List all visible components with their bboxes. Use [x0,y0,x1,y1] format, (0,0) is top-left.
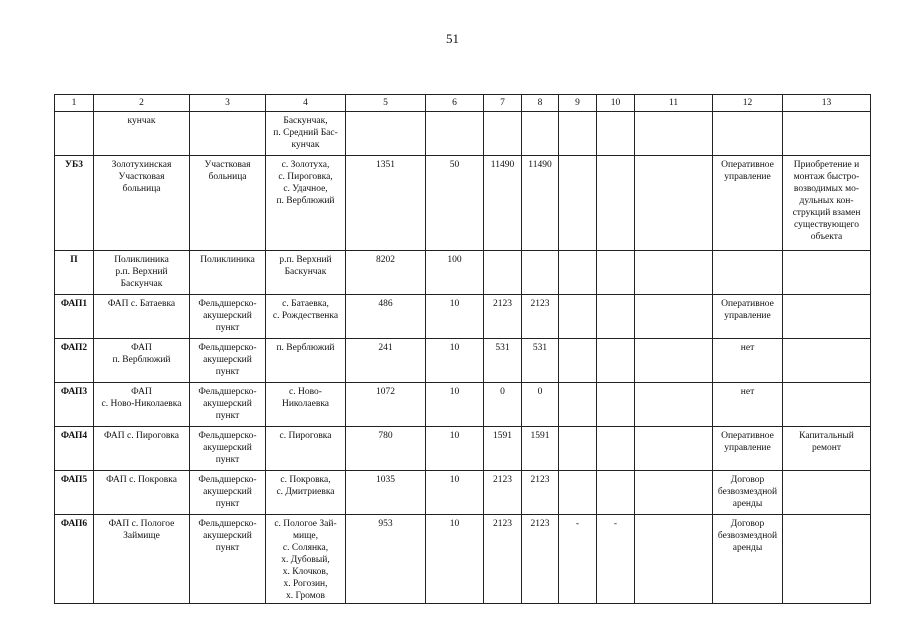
facility-type-cell: Участковая больница [190,156,266,251]
served-settlements-cell: р.п. Верхний Баскунчак [266,251,346,295]
planned-measure-cell [783,515,871,604]
column-header: 5 [346,95,426,112]
table-row [55,383,871,427]
planned-measure-cell [783,112,871,156]
column-header: 1 [55,95,94,112]
row-code-cell: ФАП3 [55,383,94,427]
value-a-cell: 1591 [484,427,522,471]
value-c-cell [559,339,597,383]
served-settlements-cell: с. Золотуха, с. Пироговка, с. Удачное, п. Верблюжий [266,156,346,251]
planned-measure-cell [783,251,871,295]
ownership-basis-cell [713,112,783,156]
value-b-cell: 11490 [522,156,559,251]
value-a-cell: 2123 [484,295,522,339]
ownership-basis-cell: нет [713,339,783,383]
population-cell: 241 [346,339,426,383]
facility-type-cell: Фельдшерско- акушерский пункт [190,383,266,427]
planned-measure-cell [783,471,871,515]
table-row [55,515,871,604]
value-e-cell [635,427,713,471]
facility-type-cell: Поликлиника [190,251,266,295]
served-settlements-cell: п. Верблюжий [266,339,346,383]
ownership-basis-cell: Оперативное управление [713,156,783,251]
value-e-cell [635,471,713,515]
ownership-basis-cell: нет [713,383,783,427]
value-d-cell [597,251,635,295]
facility-name-cell: ФАП с. Ново-Николаевка [94,383,190,427]
population-cell: 8202 [346,251,426,295]
table-row [55,112,871,156]
facility-name-cell: ФАП с. Пироговка [94,427,190,471]
facility-type-cell: Фельдшерско- акушерский пункт [190,471,266,515]
value-e-cell [635,156,713,251]
column-header: 3 [190,95,266,112]
row-code-cell: ФАП1 [55,295,94,339]
value-d-cell: - [597,515,635,604]
table-row [55,339,871,383]
ownership-basis-cell: Оперативное управление [713,427,783,471]
column-header: 13 [783,95,871,112]
value-b-cell: 2123 [522,295,559,339]
planned-measure-cell: Капитальный ремонт [783,427,871,471]
value-e-cell [635,515,713,604]
value-a-cell: 0 [484,383,522,427]
value-a-cell: 11490 [484,156,522,251]
served-settlements-cell: с. Пироговка [266,427,346,471]
facility-type-cell [190,112,266,156]
column-header: 8 [522,95,559,112]
served-settlements-cell: с. Пологое Зай- мище, с. Солянка, х. Дубовый, х. Клочков, х. Рогозин, х. Громов [266,515,346,604]
value-d-cell [597,383,635,427]
column-header: 4 [266,95,346,112]
value-b-cell [522,251,559,295]
facility-name-cell: Поликлиника р.п. Верхний Баскунчак [94,251,190,295]
value-a-cell: 2123 [484,471,522,515]
served-settlements-cell: с. Батаевка, с. Рождественка [266,295,346,339]
population-cell: 953 [346,515,426,604]
facility-type-cell: Фельдшерско- акушерский пункт [190,339,266,383]
planned-measure-cell: Приобретение и монтаж быстро- возводимых мо- дульных кон- струкций взамен существующего объекта [783,156,871,251]
value-d-cell [597,156,635,251]
table-row [55,251,871,295]
value-c-cell [559,427,597,471]
value-a-cell [484,112,522,156]
facility-name-cell: ФАП п. Верблюжий [94,339,190,383]
value-b-cell: 1591 [522,427,559,471]
row-code-cell: ФАП6 [55,515,94,604]
value-d-cell [597,295,635,339]
planned-measure-cell [783,339,871,383]
value-b-cell: 0 [522,383,559,427]
capacity-cell: 100 [426,251,484,295]
capacity-cell: 50 [426,156,484,251]
population-cell: 780 [346,427,426,471]
value-c-cell: - [559,515,597,604]
table-row [55,471,871,515]
value-e-cell [635,112,713,156]
value-e-cell [635,295,713,339]
row-code-cell: ФАП2 [55,339,94,383]
row-code-cell: УБ3 [55,156,94,251]
row-code-cell: ФАП5 [55,471,94,515]
value-d-cell [597,471,635,515]
ownership-basis-cell [713,251,783,295]
value-c-cell [559,383,597,427]
value-c-cell [559,471,597,515]
served-settlements-cell: с. Ново- Николаевка [266,383,346,427]
capacity-cell: 10 [426,383,484,427]
capacity-cell [426,112,484,156]
capacity-cell: 10 [426,295,484,339]
facility-type-cell: Фельдшерско- акушерский пункт [190,515,266,604]
facility-name-cell: ФАП с. Батаевка [94,295,190,339]
ownership-basis-cell: Оперативное управление [713,295,783,339]
value-d-cell [597,112,635,156]
facility-name-cell: ФАП с. Покровка [94,471,190,515]
facilities-table [54,94,871,604]
value-e-cell [635,383,713,427]
column-header: 2 [94,95,190,112]
table-row [55,427,871,471]
planned-measure-cell [783,295,871,339]
facility-name-cell: кунчак [94,112,190,156]
value-c-cell [559,251,597,295]
row-code-cell: П [55,251,94,295]
population-cell [346,112,426,156]
value-e-cell [635,339,713,383]
value-c-cell [559,112,597,156]
served-settlements-cell: Баскунчак, п. Средний Бас- кунчак [266,112,346,156]
population-cell: 486 [346,295,426,339]
column-header: 6 [426,95,484,112]
table-row [55,295,871,339]
column-header: 10 [597,95,635,112]
served-settlements-cell: с. Покровка, с. Дмитриевка [266,471,346,515]
value-b-cell: 2123 [522,471,559,515]
value-a-cell: 2123 [484,515,522,604]
capacity-cell: 10 [426,515,484,604]
column-header: 7 [484,95,522,112]
value-a-cell: 531 [484,339,522,383]
value-b-cell [522,112,559,156]
header-row [55,95,871,112]
value-b-cell: 531 [522,339,559,383]
page-number: 51 [446,31,459,46]
facility-name-cell: Золотухинская Участковая больница [94,156,190,251]
ownership-basis-cell: Договор безвозмездной аренды [713,471,783,515]
value-c-cell [559,295,597,339]
value-b-cell: 2123 [522,515,559,604]
value-c-cell [559,156,597,251]
column-header: 12 [713,95,783,112]
capacity-cell: 10 [426,339,484,383]
row-code-cell [55,112,94,156]
value-d-cell [597,427,635,471]
population-cell: 1035 [346,471,426,515]
column-header: 11 [635,95,713,112]
row-code-cell: ФАП4 [55,427,94,471]
capacity-cell: 10 [426,427,484,471]
facility-type-cell: Фельдшерско- акушерский пункт [190,427,266,471]
population-cell: 1072 [346,383,426,427]
facility-name-cell: ФАП с. Пологое Займище [94,515,190,604]
facility-type-cell: Фельдшерско- акушерский пункт [190,295,266,339]
column-header: 9 [559,95,597,112]
value-d-cell [597,339,635,383]
population-cell: 1351 [346,156,426,251]
planned-measure-cell [783,383,871,427]
value-a-cell [484,251,522,295]
value-e-cell [635,251,713,295]
table-row [55,156,871,251]
capacity-cell: 10 [426,471,484,515]
ownership-basis-cell: Договор безвозмездной аренды [713,515,783,604]
